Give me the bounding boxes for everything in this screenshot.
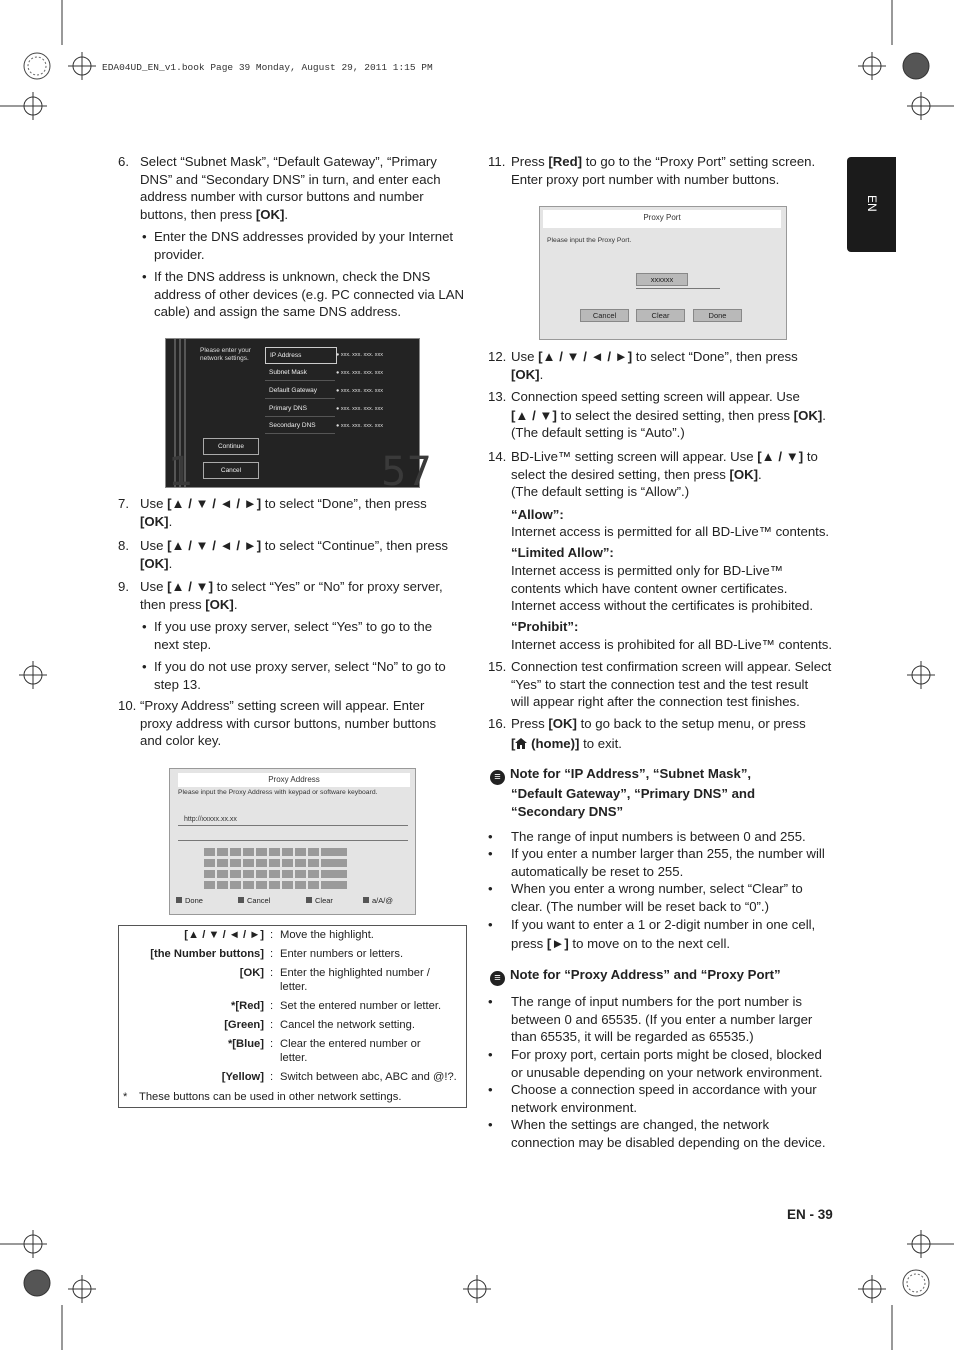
cursor-keys: [▲ / ▼ / ◄ / ►] xyxy=(167,496,262,511)
option-allow-text: Internet access is permitted for all BD-Live™ contents. xyxy=(511,524,830,539)
step-11-number: 11. xyxy=(488,154,506,169)
step-7-number: 7. xyxy=(118,496,129,511)
text: Internet access is permitted only for BD-Live™ xyxy=(511,563,783,578)
text: BD-Live™ setting screen will appear. Use xyxy=(511,449,758,464)
punct: . xyxy=(539,366,544,382)
text: When you enter a wrong number, select “Clear” to xyxy=(511,881,803,896)
text: to go to the “Proxy Port” setting screen. xyxy=(582,154,816,169)
text: Press xyxy=(511,154,549,169)
text: Press xyxy=(511,716,549,731)
keyboard-key[interactable] xyxy=(230,848,241,856)
punct: . xyxy=(233,596,238,612)
keyboard-key[interactable] xyxy=(308,870,319,878)
ok-key: [OK] xyxy=(140,513,169,529)
keyboard-key[interactable] xyxy=(295,870,306,878)
ok-key: [OK] xyxy=(140,555,169,571)
keyboard-key[interactable] xyxy=(217,870,228,878)
menu-item-ip-address[interactable]: IP Address xyxy=(265,347,337,364)
text: Use xyxy=(511,349,539,364)
ok-key: [OK] xyxy=(511,366,540,382)
punct: . xyxy=(284,206,289,222)
text: will appear right after the connection test finishes. xyxy=(511,694,800,710)
option-allow-title: “Allow”: xyxy=(511,507,564,522)
keyboard-key[interactable] xyxy=(204,881,215,889)
text: The range of input numbers for the port number is xyxy=(511,994,803,1009)
option-prohibit-title: “Prohibit”: xyxy=(511,619,579,634)
step-6-bullet-2 xyxy=(154,268,469,321)
text: between 0 and 65535. (If you enter a number larger xyxy=(511,1011,813,1027)
bullet-line: address of other devices (e.g. PC connected via LAN xyxy=(154,286,465,302)
key-desc: Switch between abc, ABC and @!?. xyxy=(280,1071,457,1083)
text: Choose a connection speed in accordance with your xyxy=(511,1082,817,1097)
punct: . xyxy=(758,466,762,482)
key-desc: Set the entered number or letter. xyxy=(280,1000,442,1012)
keyboard-key[interactable] xyxy=(204,870,215,878)
key-label: *[Blue] xyxy=(227,1038,264,1050)
text: “Yes” to start the connection test and the test result xyxy=(511,676,809,692)
step-line: proxy address with cursor buttons, number buttons xyxy=(140,715,437,731)
home-key-label: (home)] xyxy=(527,735,580,751)
ok-key: [OK] xyxy=(729,466,759,482)
text: Use xyxy=(140,579,168,594)
bullet-dot: • xyxy=(142,659,147,674)
key-desc: letter. xyxy=(280,981,308,993)
keyboard-key[interactable] xyxy=(269,848,280,856)
screen-instruction: Please input the Proxy Address with keypad or software keyboard. xyxy=(178,789,378,796)
step-8-text xyxy=(140,537,470,572)
subnet-value: ● xxx. xxx. xxx. xxx xyxy=(336,370,384,376)
step-6-line: address number with cursor buttons and number xyxy=(140,189,424,205)
language-tab xyxy=(847,157,896,252)
bullet-dot: • xyxy=(142,229,147,244)
ok-key: [OK] xyxy=(205,596,234,612)
key-desc: Enter numbers or letters. xyxy=(280,948,404,960)
text: to select “Done”, then press xyxy=(261,496,427,511)
clear-button[interactable]: Clear xyxy=(306,896,333,905)
keyboard-key[interactable] xyxy=(243,848,254,856)
step-6-text xyxy=(140,153,470,223)
cursor-keys: [▲ / ▼] xyxy=(511,407,557,423)
keyboard-key[interactable] xyxy=(230,859,241,867)
keyboard-key[interactable] xyxy=(282,870,293,878)
text: Internet access without the certificates is prohibited. xyxy=(511,598,813,614)
keyboard-key[interactable] xyxy=(295,859,306,867)
step-7-text xyxy=(140,495,470,530)
text: to select the desired setting, then press xyxy=(556,407,794,423)
bullet-dot: • xyxy=(488,846,493,861)
screen-title: Proxy Port xyxy=(543,210,781,228)
key-label: [▲ / ▼ / ◄ / ►] xyxy=(184,929,264,941)
step-12-number: 12. xyxy=(488,349,507,364)
cancel-button[interactable]: Cancel xyxy=(238,896,270,905)
book-header: EDA04UD_EN_v1.book Page 39 Monday, August 29, 2011 1:15 PM xyxy=(102,62,433,73)
text: automatically be reset to 255. xyxy=(511,863,684,879)
step-6-line: DNS” and “Secondary DNS” in turn, and enter each xyxy=(140,171,441,187)
menu-item-secondary-dns[interactable]: Secondary DNS xyxy=(265,418,335,434)
keyboard-key[interactable] xyxy=(282,848,293,856)
punct: . xyxy=(168,513,173,529)
text: to select “Done”, then press xyxy=(632,349,798,364)
ok-key: [OK] xyxy=(255,206,285,222)
step-6-number: 6. xyxy=(118,154,129,169)
keyboard-key[interactable] xyxy=(321,859,347,867)
bullet-line: If you do not use proxy server, select “No” to go to xyxy=(154,659,446,674)
deco-digit: 1 xyxy=(168,449,194,495)
footnote-mark: * xyxy=(123,1091,128,1103)
bullet-dot: • xyxy=(488,1047,493,1062)
step-13-text xyxy=(511,388,841,442)
note-2-bullet-2 xyxy=(511,1046,851,1081)
keyboard-key[interactable] xyxy=(256,859,267,867)
step-15-number: 15. xyxy=(488,659,507,674)
text: If you want to enter a 1 or 2-digit number in one cell, xyxy=(511,917,816,932)
keyboard-key[interactable] xyxy=(282,881,293,889)
note-2-bullet-1 xyxy=(511,993,851,1046)
right-key: [►] xyxy=(546,935,569,951)
step-6-line: Select “Subnet Mask”, “Default Gateway”, “Primary xyxy=(140,154,437,169)
keyboard-key[interactable] xyxy=(321,848,347,856)
keyboard-key[interactable] xyxy=(243,859,254,867)
text: then press xyxy=(140,596,206,612)
footnote: These buttons can be used in other network settings. xyxy=(139,1091,402,1103)
ok-key: [OK] xyxy=(548,716,577,731)
text: to move on to the next cell. xyxy=(568,935,731,951)
text: to xyxy=(803,449,818,464)
keyboard-key[interactable] xyxy=(282,859,293,867)
bullet-line: If the DNS address is unknown, check the DNS xyxy=(154,269,431,284)
step-15-text xyxy=(511,658,851,711)
bullet-line: cable) and assign the same DNS address. xyxy=(154,304,402,320)
key-desc: Move the highlight. xyxy=(280,929,374,941)
bullet-line: Enter the DNS addresses provided by your Internet xyxy=(154,229,454,244)
text: to select “Yes” or “No” for proxy server, xyxy=(213,579,443,594)
step-9-number: 9. xyxy=(118,579,129,594)
step-14-text xyxy=(511,448,841,501)
cursor-keys: [▲ / ▼ / ◄ / ►] xyxy=(167,538,262,553)
language-tab-label: EN xyxy=(865,195,879,212)
continue-button[interactable]: Continue xyxy=(203,438,259,455)
bullet-line: provider. xyxy=(154,246,205,262)
text: network environment. xyxy=(511,1099,638,1115)
key-desc: Clear the entered number or xyxy=(280,1038,421,1050)
red-key: [Red] xyxy=(548,154,583,169)
text: to select “Continue”, then press xyxy=(261,538,449,553)
note-icon: ≡ xyxy=(490,971,505,986)
keyboard-key[interactable] xyxy=(308,859,319,867)
step-9-bullet-2 xyxy=(154,658,469,693)
option-limited-text xyxy=(511,562,851,615)
keyboard-key[interactable] xyxy=(295,848,306,856)
bullet-dot: • xyxy=(488,917,493,932)
text: Connection test confirmation screen will appear. Select xyxy=(511,659,832,674)
step-6-line: buttons, then press xyxy=(140,206,256,222)
step-9-text xyxy=(140,578,470,613)
text: Connection speed setting screen will appear. Use xyxy=(511,389,800,404)
note-2-bullet-4 xyxy=(511,1116,851,1151)
bullet-line: step 13. xyxy=(154,676,201,692)
text: than 65535, it will be regarded as 65535.) xyxy=(511,1029,754,1045)
screen-instruction: Please input the Proxy Port. xyxy=(547,237,632,244)
bullet-line: If you use proxy server, select “Yes” to go to the xyxy=(154,619,433,634)
menu-item-default-gateway[interactable]: Default Gateway xyxy=(265,383,335,399)
text: Enter proxy port number with number buttons. xyxy=(511,171,780,187)
cursor-keys: [▲ / ▼] xyxy=(167,579,214,594)
cursor-keys: [▲ / ▼ / ◄ / ►] xyxy=(538,349,633,364)
key-label: [the Number buttons] xyxy=(150,948,264,960)
cursor-keys: [▲ / ▼] xyxy=(757,449,804,464)
note-title-line: “Secondary DNS” xyxy=(511,803,624,819)
note-1-bullet-2 xyxy=(511,845,851,880)
proxy-port-screen xyxy=(539,206,787,340)
option-prohibit-text: Internet access is prohibited for all BD-Live™ contents. xyxy=(511,637,833,652)
keyboard-key[interactable] xyxy=(269,870,280,878)
proxy-address-screen xyxy=(169,768,416,915)
software-keyboard[interactable] xyxy=(204,848,374,893)
bullet-dot: • xyxy=(142,269,147,284)
key-label: [Yellow] xyxy=(221,1071,264,1083)
menu-item-primary-dns[interactable]: Primary DNS xyxy=(265,401,335,417)
bullet-dot: • xyxy=(488,881,493,896)
case-switch-button[interactable]: a/A/@ xyxy=(363,896,393,905)
note-1-bullet-4 xyxy=(511,916,851,952)
note-2-title xyxy=(490,966,830,986)
done-button[interactable]: Done xyxy=(693,309,742,322)
keyboard-key[interactable] xyxy=(256,881,267,889)
keyboard-key[interactable] xyxy=(308,881,319,889)
keyboard-key[interactable] xyxy=(243,881,254,889)
text: to exit. xyxy=(579,735,622,751)
note-icon: ≡ xyxy=(490,770,505,785)
text: contents which have content owner certificates. xyxy=(511,580,788,596)
step-11-text xyxy=(511,153,841,188)
page-number: EN - 39 xyxy=(787,1207,833,1222)
keyboard-key[interactable] xyxy=(217,859,228,867)
keyboard-key[interactable] xyxy=(308,848,319,856)
step-13-number: 13. xyxy=(488,389,507,404)
note-1-bullet-1: The range of input numbers is between 0 and 255. xyxy=(511,829,806,844)
clear-button[interactable]: Clear xyxy=(636,309,685,322)
keyboard-key[interactable] xyxy=(256,848,267,856)
primary-dns-value: ● xxx. xxx. xxx. xxx xyxy=(336,406,384,412)
port-input[interactable]: xxxxxx xyxy=(636,273,688,286)
network-settings-screen xyxy=(165,338,432,495)
bullet-dot: • xyxy=(488,1117,493,1132)
bullet-dot: • xyxy=(488,994,493,1009)
keyboard-key[interactable] xyxy=(243,870,254,878)
keyboard-key[interactable] xyxy=(217,848,228,856)
option-limited-title: “Limited Allow”: xyxy=(511,545,614,560)
key-label: [OK] xyxy=(239,967,264,979)
punct: . xyxy=(168,555,173,571)
url-input[interactable]: http://xxxxx.xx.xx xyxy=(184,816,237,823)
home-key-open: [ xyxy=(511,735,516,751)
step-9-bullet-1 xyxy=(154,618,469,653)
done-button[interactable]: Done xyxy=(176,896,203,905)
bullet-dot: • xyxy=(488,1082,493,1097)
text: select the desired setting, then press xyxy=(511,466,730,482)
key-label: *[Red] xyxy=(231,1000,264,1012)
text: Use xyxy=(140,496,168,511)
keyboard-key[interactable] xyxy=(321,881,347,889)
screen-title: Proxy Address xyxy=(178,773,410,787)
ip-value: ● xxx. xxx. xxx. xxx xyxy=(336,352,384,358)
step-16-text xyxy=(511,715,851,752)
keyboard-key[interactable] xyxy=(204,859,215,867)
key-desc: letter. xyxy=(280,1052,308,1064)
step-8-number: 8. xyxy=(118,538,129,553)
note-1-bullet-3 xyxy=(511,880,851,915)
text: to go back to the setup menu, or press xyxy=(576,716,806,731)
ok-key: [OK] xyxy=(793,407,823,423)
bullet-dot: • xyxy=(488,829,493,844)
step-12-text xyxy=(511,348,841,383)
step-10-number: 10. xyxy=(118,698,137,713)
text: connection may be disabled depending on the device. xyxy=(511,1134,826,1150)
note-1-title xyxy=(490,765,830,820)
keyboard-key[interactable] xyxy=(230,881,241,889)
text: press xyxy=(511,935,547,951)
punct: . xyxy=(822,407,826,423)
note-title-line: “Default Gateway”, “Primary DNS” and xyxy=(511,786,756,801)
step-14-number: 14. xyxy=(488,449,507,464)
cancel-button[interactable]: Cancel xyxy=(580,309,629,322)
text: (The default setting is “Allow”.) xyxy=(511,484,690,500)
key-desc: Enter the highlighted number / xyxy=(280,967,430,979)
step-6-bullet-1 xyxy=(154,228,469,263)
key-table: [▲ / ▼ / ◄ / ►] : Move the highlight. [the Number buttons] : Enter numbers or letters. [OK] : Enter the highlighted number / letter. *[Red] : Set the entered number or letter. [Green] : Cancel the network setting. *[Blue] : Clear the entered number or letter. [Yellow] : Switch between abc, ABC and @!?. * These buttons can be used in other network settings. xyxy=(118,925,467,1108)
step-line: and color key. xyxy=(140,733,222,749)
text: or unusable depending on your network environment. xyxy=(511,1064,823,1080)
keyboard-key[interactable] xyxy=(321,870,347,878)
bullet-line: next step. xyxy=(154,636,212,652)
step-line: “Proxy Address” setting screen will appear. Enter xyxy=(140,698,425,713)
text: If you enter a number larger than 255, the number will xyxy=(511,846,825,861)
note-title-line: Note for “IP Address”, “Subnet Mask”, xyxy=(510,766,752,781)
screen-message: Please enter your network settings. xyxy=(200,347,251,362)
key-label: [Green] xyxy=(224,1019,264,1031)
text: clear. (The number will be reset back to “0”.) xyxy=(511,898,769,914)
secondary-dns-value: ● xxx. xxx. xxx. xxx xyxy=(336,423,384,429)
step-10-text xyxy=(140,697,470,750)
cancel-button[interactable]: Cancel xyxy=(203,462,259,479)
bullet-dot: • xyxy=(142,619,147,634)
keyboard-key[interactable] xyxy=(269,859,280,867)
note-title-line: Note for “Proxy Address” and “Proxy Port” xyxy=(510,967,781,982)
gateway-value: ● xxx. xxx. xxx. xxx xyxy=(336,388,384,394)
text: When the settings are changed, the network xyxy=(511,1117,770,1132)
keyboard-key[interactable] xyxy=(269,881,280,889)
deco-digit: 57 xyxy=(381,449,432,495)
keyboard-key[interactable] xyxy=(204,848,215,856)
keyboard-key[interactable] xyxy=(217,881,228,889)
keyboard-key[interactable] xyxy=(230,870,241,878)
text: For proxy port, certain ports might be closed, blocked xyxy=(511,1047,822,1062)
keyboard-key[interactable] xyxy=(256,870,267,878)
home-icon xyxy=(515,738,527,749)
text: (The default setting is “Auto”.) xyxy=(511,425,685,441)
menu-item-subnet-mask[interactable]: Subnet Mask xyxy=(265,365,335,381)
text: Use xyxy=(140,538,168,553)
step-16-number: 16. xyxy=(488,716,507,731)
key-desc: Cancel the network setting. xyxy=(280,1019,415,1031)
keyboard-key[interactable] xyxy=(295,881,306,889)
note-2-bullet-3 xyxy=(511,1081,851,1116)
